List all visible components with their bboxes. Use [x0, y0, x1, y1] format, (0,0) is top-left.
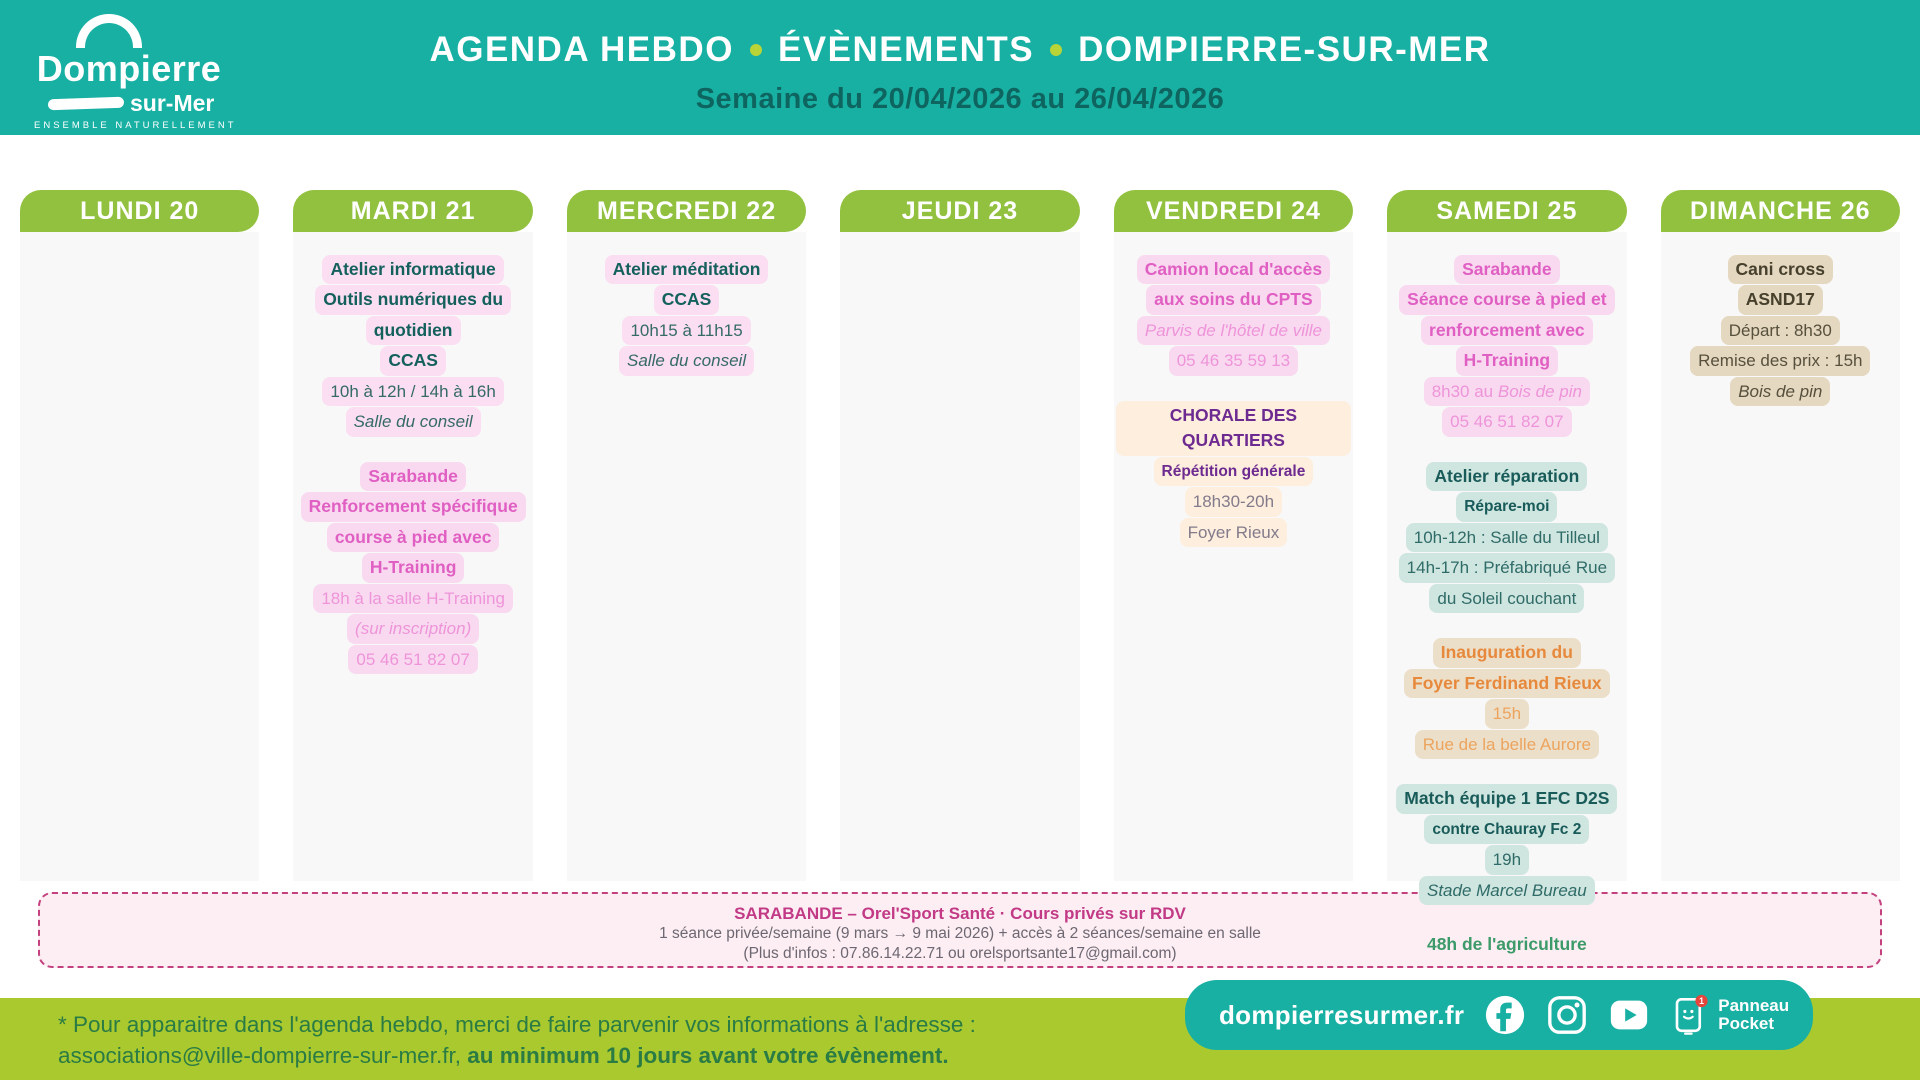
- day-column: [1661, 190, 1900, 881]
- notice-line-1: 1 séance privée/semaine (9 mars → 9 mai 2026) + accès à 2 séances/semaine en salle: [659, 925, 1261, 942]
- event-line: [293, 461, 532, 492]
- event-line: [1114, 517, 1353, 548]
- event-text: Camion local d'accès: [1137, 255, 1330, 285]
- event-text: contre Chauray Fc 2: [1424, 815, 1589, 845]
- event-line: [567, 254, 806, 285]
- event-line: [1387, 930, 1626, 961]
- event-line: [293, 492, 532, 523]
- event-text: CHORALE DES QUARTIERS: [1116, 401, 1351, 456]
- day-column: [1387, 190, 1626, 954]
- event-text: 05 46 35 59 13: [1169, 346, 1298, 376]
- logo-wave-icon: [48, 97, 124, 111]
- event-text: H-Training: [1456, 346, 1559, 376]
- day-column: [567, 190, 806, 881]
- day-header: LUNDI 20: [20, 190, 259, 232]
- event-text: 48h de l'agriculture: [1426, 934, 1587, 954]
- facebook-icon[interactable]: [1484, 994, 1526, 1036]
- event-line: [1114, 400, 1353, 456]
- event-text: renforcement avec: [1421, 316, 1593, 346]
- day-header: DIMANCHE 26: [1661, 190, 1900, 232]
- event-line: [1387, 254, 1626, 285]
- day-header: VENDREDI 24: [1114, 190, 1353, 232]
- event-text: Atelier méditation: [605, 255, 769, 285]
- event-text: 10h à 12h / 14h à 16h: [322, 377, 503, 407]
- event-text: Atelier informatique: [322, 255, 503, 285]
- event-line: [1114, 487, 1353, 518]
- page-title-part: DOMPIERRE-SUR-MER: [1078, 30, 1491, 69]
- event-text: Rue de la belle Aurore: [1415, 730, 1599, 760]
- event-line: [1387, 784, 1626, 815]
- event-text: 05 46 51 82 07: [348, 645, 477, 675]
- day-events: [567, 232, 806, 881]
- event-text: H-Training: [362, 553, 465, 583]
- event-text: aux soins du CPTS: [1146, 285, 1321, 315]
- page-title-part: AGENDA HEBDO: [429, 30, 734, 69]
- event-line: [1387, 638, 1626, 669]
- event-text: Inauguration du: [1433, 638, 1581, 668]
- event-text: Sarabande: [360, 462, 465, 492]
- panneau-pocket-label: Panneau Pocket: [1718, 996, 1790, 1033]
- event-text: 15h: [1485, 699, 1529, 729]
- day-header: SAMEDI 25: [1387, 190, 1626, 232]
- day-header: MERCREDI 22: [567, 190, 806, 232]
- event-line: [1661, 376, 1900, 407]
- notice-title: SARABANDE – Orel'Sport Santé · Cours privés sur RDV: [734, 904, 1186, 923]
- event-text: Sarabande: [1454, 255, 1559, 285]
- event-text: Stade Marcel Bureau: [1419, 876, 1595, 906]
- bullet-separator-icon: [750, 44, 762, 56]
- event-text: 18h à la salle H-Training: [313, 584, 513, 614]
- event-text: Départ : 8h30: [1721, 316, 1840, 346]
- instagram-icon[interactable]: [1546, 994, 1588, 1036]
- event-text: ASND17: [1738, 285, 1823, 315]
- event-line: [1387, 522, 1626, 553]
- week-subtitle: Semaine du 20/04/2026 au 26/04/2026: [695, 83, 1225, 115]
- event-line: [1387, 315, 1626, 346]
- bullet-separator-icon: [1050, 44, 1062, 56]
- event-text: quotidien: [366, 316, 461, 346]
- event-line: [1661, 315, 1900, 346]
- event-line: [1114, 456, 1353, 487]
- event-text: Outils numériques du: [315, 285, 511, 315]
- event-text: Répare-moi: [1456, 492, 1557, 522]
- day-column: [293, 190, 532, 881]
- event-text: 10h-12h : Salle du Tilleul: [1406, 523, 1608, 553]
- event-line: [1387, 845, 1626, 876]
- event-line: [293, 614, 532, 645]
- event-text: Foyer Rieux: [1180, 518, 1288, 548]
- event-text: Salle du conseil: [619, 346, 754, 376]
- event-card: [1387, 638, 1626, 760]
- day-events: [1114, 232, 1353, 881]
- event-text: course à pied avec: [327, 523, 500, 553]
- event-text: 8h30 au Bois de pin: [1424, 377, 1590, 407]
- event-line: [293, 315, 532, 346]
- event-text: 18h30-20h: [1185, 487, 1282, 517]
- notice-line-2: (Plus d'infos : 07.86.14.22.71 ou orelsportsante17@gmail.com): [743, 945, 1177, 962]
- event-line: [1387, 376, 1626, 407]
- event-text: CCAS: [380, 346, 446, 376]
- event-line: [1114, 346, 1353, 377]
- event-line: [1387, 346, 1626, 377]
- event-line: [1387, 583, 1626, 614]
- event-text: (sur inscription): [347, 614, 479, 644]
- event-line: [293, 553, 532, 584]
- event-text: Atelier réparation: [1426, 462, 1587, 492]
- event-text: CCAS: [654, 285, 720, 315]
- event-line: [1114, 254, 1353, 285]
- event-line: [1387, 814, 1626, 845]
- event-line: [1661, 254, 1900, 285]
- event-text: Séance course à pied et: [1399, 285, 1614, 315]
- event-line: [293, 254, 532, 285]
- event-line: [1114, 315, 1353, 346]
- page-title: [0, 0, 1920, 70]
- event-card: [1387, 930, 1626, 961]
- event-text: Cani cross: [1728, 255, 1833, 285]
- event-text: Match équipe 1 EFC D2S: [1396, 784, 1617, 814]
- event-line: [1661, 285, 1900, 316]
- event-card: [1387, 784, 1626, 906]
- page-title-part: ÉVÈNEMENTS: [777, 30, 1035, 69]
- logo-arch-icon: [76, 14, 142, 48]
- contact-card: [1185, 980, 1813, 1050]
- event-text: 19h: [1485, 845, 1529, 875]
- event-line: [1387, 285, 1626, 316]
- day-header: JEUDI 23: [840, 190, 1079, 232]
- day-events: [1387, 232, 1626, 954]
- event-line: [1387, 699, 1626, 730]
- event-line: [293, 583, 532, 614]
- event-line: [293, 346, 532, 377]
- event-text: Remise des prix : 15h: [1690, 346, 1870, 376]
- day-column: [20, 190, 259, 881]
- event-text: du Soleil couchant: [1429, 584, 1584, 614]
- event-text: Renforcement spécifique: [301, 492, 526, 522]
- event-card: [1661, 254, 1900, 407]
- day-events: [20, 232, 259, 881]
- town-logo: [34, 8, 237, 131]
- day-header: MARDI 21: [293, 190, 532, 232]
- day-events: [293, 232, 532, 881]
- event-text: 05 46 51 82 07: [1442, 407, 1571, 437]
- event-card: [1387, 254, 1626, 437]
- event-line: [1661, 346, 1900, 377]
- event-line: [567, 285, 806, 316]
- event-line: [1387, 875, 1626, 906]
- event-line: [1387, 729, 1626, 760]
- social-icons: [1484, 994, 1789, 1036]
- event-line: [293, 407, 532, 438]
- event-text: 14h-17h : Préfabriqué Rue: [1399, 553, 1615, 583]
- event-line: [1387, 668, 1626, 699]
- event-line: [293, 522, 532, 553]
- day-events: [840, 232, 1079, 881]
- day-column: [840, 190, 1079, 881]
- event-line: [1387, 461, 1626, 492]
- footer-note-line1: * Pour apparaitre dans l'agenda hebdo, merci de faire parvenir vos informations à l'adresse :: [58, 1012, 976, 1037]
- event-card: [293, 461, 532, 675]
- event-card: [567, 254, 806, 376]
- event-text: 10h15 à 11h15: [622, 316, 750, 346]
- event-line: [1387, 492, 1626, 523]
- logo-name: Dompierre: [36, 48, 222, 89]
- youtube-icon[interactable]: [1608, 994, 1650, 1036]
- day-column: [1114, 190, 1353, 881]
- logo-subname: sur-Mer: [130, 90, 215, 116]
- event-line: [1387, 407, 1626, 438]
- event-line: [293, 644, 532, 675]
- footer-note-bold: au minimum 10 jours avant votre évènement.: [467, 1043, 949, 1068]
- event-text: Foyer Ferdinand Rieux: [1404, 669, 1610, 699]
- event-card: [293, 254, 532, 437]
- panneau-pocket-phone-icon: [1670, 994, 1712, 1036]
- event-line: [1114, 285, 1353, 316]
- event-line: [567, 346, 806, 377]
- event-line: [293, 376, 532, 407]
- header-band: [0, 0, 1920, 135]
- event-text: Salle du conseil: [346, 407, 481, 437]
- logo-tagline: ENSEMBLE NATURELLEMENT: [34, 120, 237, 131]
- event-card: [1114, 254, 1353, 376]
- event-line: [567, 315, 806, 346]
- panneau-pocket-icon[interactable]: [1670, 994, 1789, 1036]
- event-text: Parvis de l'hôtel de ville: [1137, 316, 1330, 346]
- panneau-badge: 1: [1699, 995, 1705, 1006]
- event-line: [293, 285, 532, 316]
- website-link[interactable]: dompierresurmer.fr: [1219, 999, 1465, 1030]
- footer-note-line2: associations@ville-dompierre-sur-mer.fr,: [58, 1043, 468, 1068]
- event-card: [1387, 461, 1626, 614]
- event-card: [1114, 400, 1353, 548]
- event-line: [1387, 553, 1626, 584]
- event-text: Bois de pin: [1730, 377, 1830, 407]
- event-text: Répétition générale: [1154, 457, 1314, 487]
- day-events: [1661, 232, 1900, 881]
